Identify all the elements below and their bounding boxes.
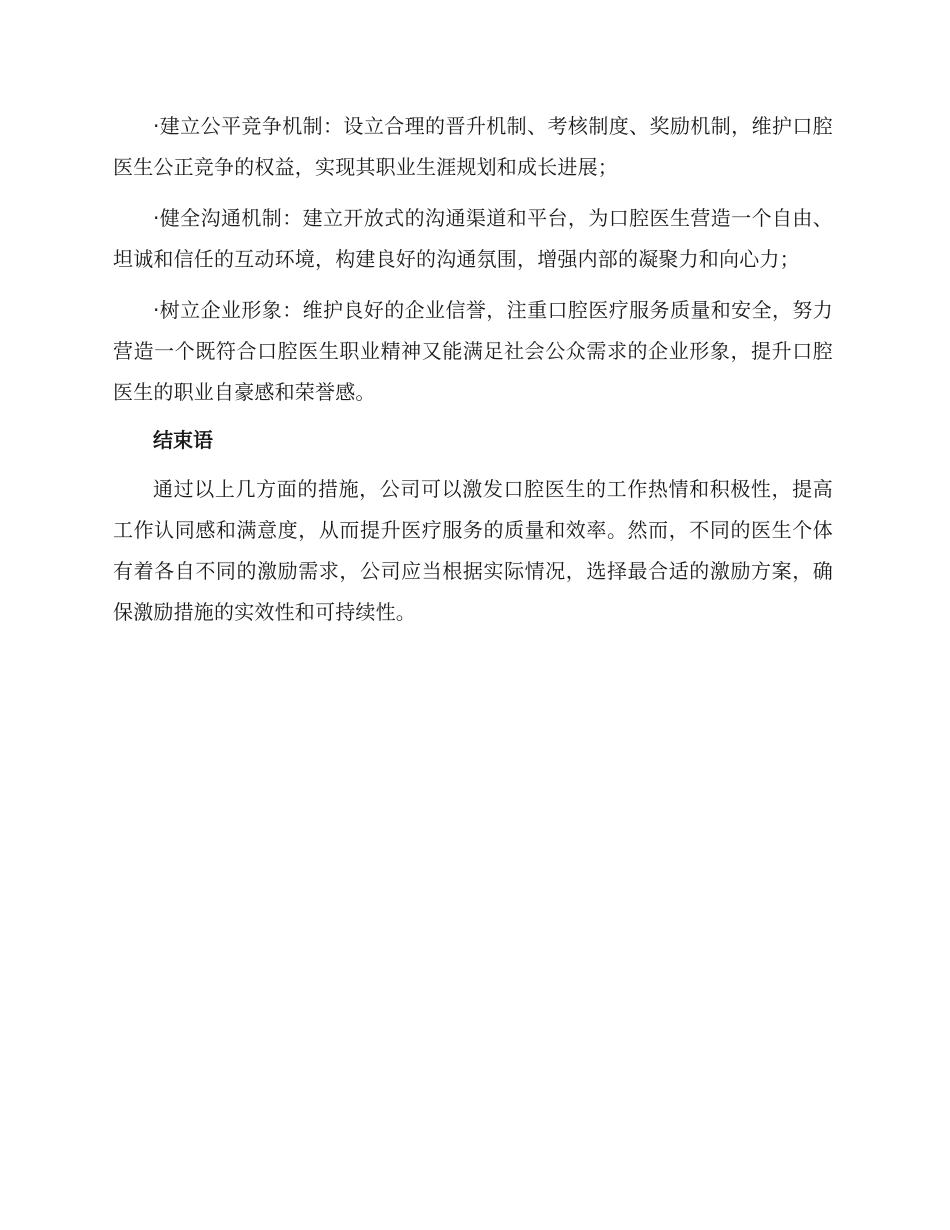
bullet-marker: · xyxy=(153,206,160,230)
bullet-text: 建立公平竞争机制：设立合理的晋升机制、考核制度、奖励机制，维护口腔医生公正竞争的权益，实现其职业生涯规划和成长进展； xyxy=(113,114,833,179)
document-page xyxy=(113,106,833,633)
conclusion-heading: 结束语 xyxy=(153,428,213,452)
conclusion-paragraph: 通过以上几方面的措施，公司可以激发口腔医生的工作热情和积极性，提高工作认同感和满意度，从而提升医疗服务的质量和效率。然而，不同的医生个体有着各自不同的激励需求，公司应当根据实际情况，选择最合适的激励方案，确保激励措施的实效性和可持续性。 xyxy=(113,477,833,624)
bullet-marker: · xyxy=(153,114,160,138)
bullet-text: 树立企业形象：维护良好的企业信誉，注重口腔医疗服务质量和安全，努力营造一个既符合口腔医生职业精神又能满足社会公众需求的企业形象，提升口腔医生的职业自豪感和荣誉感。 xyxy=(113,298,833,404)
bullet-marker: · xyxy=(153,298,160,322)
bullet-item-fair-competition xyxy=(113,106,833,188)
bullet-item-communication xyxy=(113,198,833,280)
bullet-item-corporate-image xyxy=(113,290,833,413)
bullet-text: 健全沟通机制：建立开放式的沟通渠道和平台，为口腔医生营造一个自由、坦诚和信任的互动环境，构建良好的沟通氛围，增强内部的凝聚力和向心力； xyxy=(113,206,833,271)
